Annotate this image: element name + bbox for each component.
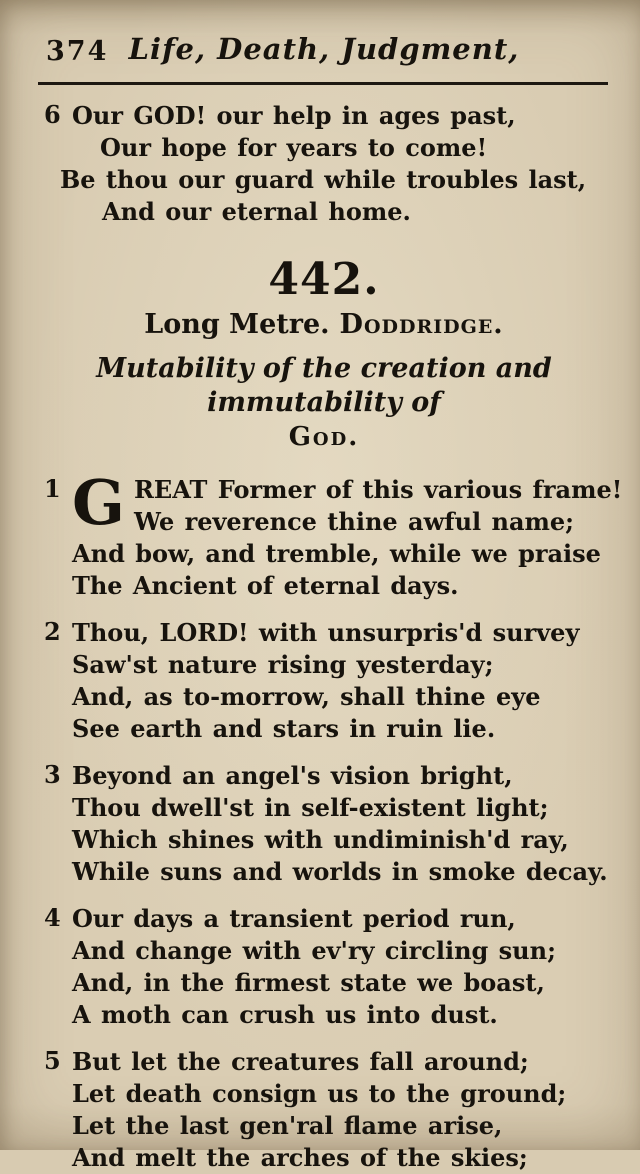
verse-number: 4 [44,903,61,932]
verse-line: And change with ev'ry circling sun; [72,936,556,965]
verse-line: Beyond an angel's vision bright, [72,761,513,790]
verse-line: Which shines with undiminish'd ray, [72,825,569,854]
verse-line: REAT Former of this various frame! [133,475,623,504]
verse-line: And our eternal home. [102,197,411,226]
page-number: 374 [46,36,109,67]
page-header [38,30,610,74]
verse-number: 3 [44,760,61,789]
running-header: Life, Death, Judgment, [128,32,520,66]
verse-line: And melt the arches of the skies; [72,1143,528,1172]
hymn-subtitle [38,352,610,454]
verse-line: But let the creatures fall around; [72,1047,529,1076]
verse-line: The Ancient of eternal days. [72,571,459,600]
hymn-verse-5 [38,1046,610,1174]
verse-line: We reverence thine awful name; [133,507,575,536]
verse-text [72,617,610,745]
hymn-verse-2 [38,617,610,745]
verse-line: A moth can crush us into dust. [72,1000,498,1029]
header-rule [38,82,608,85]
verse-text [72,903,610,1031]
verse-line: Thou, LORD! with unsurpris'd survey [72,618,580,647]
author-name: Doddridge. [339,309,504,340]
verse-text [72,760,610,888]
meter-author-line [38,309,610,340]
verse-number: 5 [44,1046,61,1075]
verse-text [72,466,623,602]
verse-line: While suns and worlds in smoke decay. [72,857,608,886]
verse-line: Our GOD! our help in ages past, [72,101,516,130]
verse-text [60,100,610,228]
previous-hymn-verse-6 [38,100,610,228]
verse-line: Let the last gen'ral flame arise, [72,1111,503,1140]
subtitle-line-2: God. [288,422,360,452]
hymn-verse-1 [38,466,623,602]
verse-number: 1 [44,474,61,503]
verse-line: See earth and stars in ruin lie. [72,714,496,743]
verse-number: 2 [44,617,61,646]
subtitle-line-1: Mutability of the creation and immutability of [96,353,552,418]
verse-line: Be thou our guard while troubles last, [60,165,587,194]
verse-line: Our hope for years to come! [100,133,488,162]
verse-text [72,1046,610,1174]
drop-cap: G [72,466,125,539]
verse-line: Saw'st nature rising yesterday; [72,650,494,679]
verse-line: And bow, and tremble, while we praise [72,539,601,568]
verse-line: And, as to-morrow, shall thine eye [72,682,541,711]
verse-line: Our days a transient period run, [72,904,516,933]
verse-number: 6 [44,100,61,129]
hymn-verse-3 [38,760,610,888]
hymn-verse-4 [38,903,610,1031]
verse-line: And, in the firmest state we boast, [72,968,545,997]
verse-line: Thou dwell'st in self-existent light; [72,793,549,822]
meter-label: Long Metre. [144,309,330,340]
verse-line: Let death consign us to the ground; [72,1079,567,1108]
hymn-number: 442. [268,254,380,305]
